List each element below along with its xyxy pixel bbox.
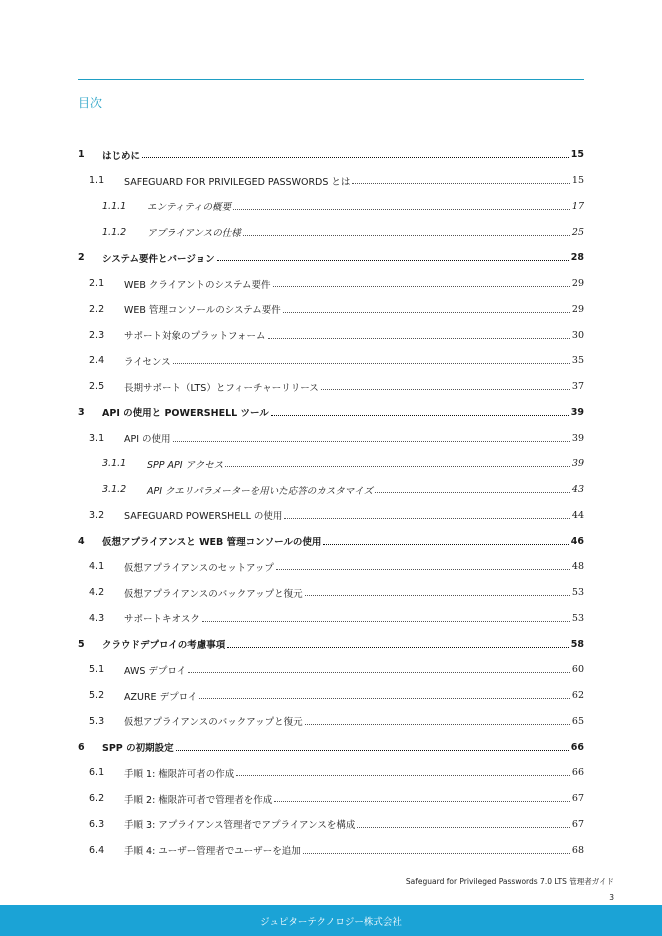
toc-entry-number: 3.1.2 <box>102 484 127 496</box>
toc-entry[interactable] <box>78 683 584 709</box>
toc-entry-page[interactable]: 53 <box>571 587 584 599</box>
toc-entry-title[interactable]: AWS デプロイ <box>124 665 187 677</box>
toc-entry-title[interactable]: アプライアンスの仕様 <box>147 228 241 240</box>
toc-entry[interactable] <box>78 477 584 503</box>
toc-entry-page[interactable]: 44 <box>571 509 584 521</box>
toc-entry-number: 6.3 <box>89 818 105 830</box>
toc-entry-page[interactable]: 66 <box>570 741 584 753</box>
toc-entry-number: 1.1.2 <box>102 226 127 238</box>
toc-entry-number: 1 <box>78 149 85 161</box>
toc-entry-number: 6.2 <box>89 793 105 805</box>
dot-leader <box>233 209 570 210</box>
dot-leader <box>236 775 570 776</box>
toc-entry-page[interactable]: 48 <box>571 561 584 573</box>
toc-entry-number: 6 <box>78 741 85 753</box>
toc-entry-number: 2.3 <box>89 329 105 341</box>
dot-leader <box>352 183 569 184</box>
toc-entry-title[interactable]: 仮想アプライアンスのセットアップ <box>124 562 274 574</box>
toc-entry-page[interactable]: 68 <box>571 844 584 856</box>
toc-entry-page[interactable]: 53 <box>571 612 584 624</box>
toc-entry-number: 1.1 <box>89 175 105 187</box>
toc-entry-number: 2.2 <box>89 303 105 315</box>
toc-entry[interactable] <box>78 451 584 477</box>
toc-entry[interactable] <box>78 322 584 348</box>
toc-entry-number: 3.1 <box>89 432 105 444</box>
toc-entry[interactable] <box>78 657 584 683</box>
toc-entry-page[interactable]: 35 <box>571 355 584 367</box>
toc-entry-page[interactable]: 62 <box>571 690 584 702</box>
toc-entry-number: 2 <box>78 252 85 264</box>
toc-entry-number: 3.1.1 <box>102 458 127 470</box>
toc-entry[interactable] <box>78 219 584 245</box>
toc-entry-page[interactable]: 29 <box>571 303 584 315</box>
toc-entry[interactable] <box>78 528 584 554</box>
toc-entry[interactable] <box>78 709 584 735</box>
dot-leader <box>173 441 570 442</box>
toc-entry-number: 2.4 <box>89 355 105 367</box>
toc-entry-title[interactable]: サポート対象のプラットフォーム <box>124 331 266 343</box>
dot-leader <box>227 647 569 648</box>
toc-entry-number: 1.1.1 <box>102 200 127 212</box>
dot-leader <box>375 492 570 493</box>
toc-entry-title[interactable]: エンティティの概要 <box>147 202 231 214</box>
dot-leader <box>283 312 570 313</box>
toc-entry-title[interactable]: 手順 2: 権限許可者で管理者を作成 <box>124 794 273 806</box>
table-of-contents <box>78 142 584 863</box>
toc-entry-page[interactable]: 15 <box>571 175 584 187</box>
toc-entry[interactable] <box>78 580 584 606</box>
toc-entry[interactable] <box>78 812 584 838</box>
toc-entry[interactable] <box>78 631 584 657</box>
toc-entry-page[interactable]: 39 <box>571 432 584 444</box>
toc-entry-page[interactable]: 66 <box>571 767 584 779</box>
toc-entry-title[interactable]: API の使用 <box>124 434 171 446</box>
toc-entry-number: 4.2 <box>89 587 105 599</box>
toc-title: 目次 <box>78 96 103 110</box>
toc-entry[interactable] <box>78 348 584 374</box>
toc-entry-page[interactable]: 17 <box>571 200 584 212</box>
company-name: ジュピターテクノロジー株式会社 <box>260 916 402 928</box>
toc-entry-title[interactable]: クラウドデプロイの考慮事項 <box>102 640 226 652</box>
toc-entry-title[interactable]: システム要件とバージョン <box>102 253 215 265</box>
toc-entry-page[interactable]: 39 <box>571 458 584 470</box>
toc-entry-title[interactable]: WEB 管理コンソールのシステム要件 <box>124 305 281 317</box>
toc-entry-number: 5.2 <box>89 690 105 702</box>
toc-entry-title[interactable]: SAFEGUARD POWERSHELL の使用 <box>124 511 283 523</box>
dot-leader <box>271 415 569 416</box>
toc-entry[interactable] <box>78 425 584 451</box>
dot-leader <box>273 286 570 287</box>
toc-entry-number: 3 <box>78 406 85 418</box>
toc-entry-page[interactable]: 43 <box>571 484 584 496</box>
toc-entry-number: 5 <box>78 638 85 650</box>
toc-entry[interactable] <box>78 554 584 580</box>
toc-entry-title[interactable]: SPP の初期設定 <box>102 743 174 755</box>
toc-entry-title[interactable]: WEB クライアントのシステム要件 <box>124 279 271 291</box>
toc-entry[interactable] <box>78 400 584 426</box>
dot-leader <box>305 595 570 596</box>
toc-entry-title[interactable]: 仮想アプライアンスのバックアップと復元 <box>124 588 303 600</box>
toc-entry[interactable] <box>78 837 584 863</box>
toc-entry[interactable] <box>78 760 584 786</box>
dot-leader <box>305 724 570 725</box>
footer-doc-title: Safeguard for Privileged Passwords 7.0 LTS 管理者ガイド <box>405 877 614 886</box>
toc-entry-number: 2.1 <box>89 278 105 290</box>
dot-leader <box>202 621 570 622</box>
toc-entry-page[interactable]: 15 <box>570 149 584 161</box>
dot-leader <box>276 569 570 570</box>
dot-leader <box>243 235 570 236</box>
dot-leader <box>199 698 570 699</box>
dot-leader <box>274 801 570 802</box>
dot-leader <box>176 750 569 751</box>
toc-entry[interactable] <box>78 271 584 297</box>
toc-entry-title[interactable]: 手順 1: 権限許可者の作成 <box>124 768 235 780</box>
toc-entry-page[interactable]: 60 <box>571 664 584 676</box>
toc-entry-page[interactable]: 25 <box>571 226 584 238</box>
toc-entry-title[interactable]: 手順 3: アプライアンス管理者でアプライアンスを構成 <box>124 820 356 832</box>
dot-leader <box>225 466 570 467</box>
toc-entry-page[interactable]: 29 <box>571 278 584 290</box>
toc-entry[interactable] <box>78 142 584 168</box>
toc-entry-number: 5.1 <box>89 664 105 676</box>
toc-entry-page[interactable]: 39 <box>570 406 584 418</box>
dot-leader <box>357 827 570 828</box>
toc-entry[interactable] <box>78 786 584 812</box>
toc-entry-number: 4.3 <box>89 612 105 624</box>
toc-entry-number: 6.1 <box>89 767 105 779</box>
toc-entry-page[interactable]: 58 <box>570 638 584 650</box>
toc-entry-title[interactable]: はじめに <box>102 150 141 162</box>
toc-entry-page[interactable]: 67 <box>571 793 584 805</box>
toc-entry-title[interactable]: SPP API アクセス <box>147 459 224 471</box>
footer-bar <box>0 905 662 936</box>
page-number: 3 <box>609 893 614 902</box>
toc-entry-page[interactable]: 30 <box>571 329 584 341</box>
toc-entry-title[interactable]: サポートキオスク <box>124 614 200 626</box>
toc-entry-title[interactable]: API の使用と POWERSHELL ツール <box>102 408 269 420</box>
dot-leader <box>303 853 570 854</box>
toc-entry[interactable] <box>78 374 584 400</box>
dot-leader <box>321 389 570 390</box>
toc-entry-title[interactable]: 仮想アプライアンスのバックアップと復元 <box>124 717 303 729</box>
toc-entry-page[interactable]: 46 <box>570 535 584 547</box>
toc-entry[interactable] <box>78 194 584 220</box>
toc-entry-number: 5.3 <box>89 715 105 727</box>
toc-entry-page[interactable]: 67 <box>571 818 584 830</box>
dot-leader <box>188 672 570 673</box>
dot-leader <box>284 518 570 519</box>
toc-entry-page[interactable]: 65 <box>571 715 584 727</box>
toc-entry[interactable] <box>78 734 584 760</box>
toc-entry[interactable] <box>78 606 584 632</box>
toc-entry-page[interactable]: 37 <box>571 381 584 393</box>
toc-entry-title[interactable]: SAFEGUARD FOR PRIVILEGED PASSWORDS とは <box>124 176 351 188</box>
toc-entry[interactable] <box>78 245 584 271</box>
toc-entry-page[interactable]: 28 <box>570 252 584 264</box>
toc-entry-title[interactable]: 長期サポート（LTS）とフィーチャーリリース <box>124 382 319 394</box>
toc-entry-number: 4 <box>78 535 85 547</box>
toc-entry-number: 3.2 <box>89 509 105 521</box>
toc-entry[interactable] <box>78 503 584 529</box>
toc-entry-title[interactable]: 仮想アプライアンスと WEB 管理コンソールの使用 <box>102 537 322 549</box>
dot-leader <box>173 363 570 364</box>
header-rule <box>78 79 584 80</box>
toc-entry-title[interactable]: ライセンス <box>124 356 171 368</box>
toc-entry[interactable] <box>78 297 584 323</box>
dot-leader <box>268 338 570 339</box>
dot-leader <box>323 544 568 545</box>
toc-entry-number: 4.1 <box>89 561 105 573</box>
dot-leader <box>217 260 569 261</box>
toc-entry-title[interactable]: 手順 4: ユーザー管理者でユーザーを追加 <box>124 846 301 858</box>
toc-entry-number: 6.4 <box>89 844 105 856</box>
toc-entry-number: 2.5 <box>89 381 105 393</box>
toc-entry-title[interactable]: API クエリパラメーターを用いた応答のカスタマイズ <box>147 485 374 497</box>
toc-entry[interactable] <box>78 168 584 194</box>
dot-leader <box>142 157 569 158</box>
toc-entry-title[interactable]: AZURE デプロイ <box>124 691 198 703</box>
